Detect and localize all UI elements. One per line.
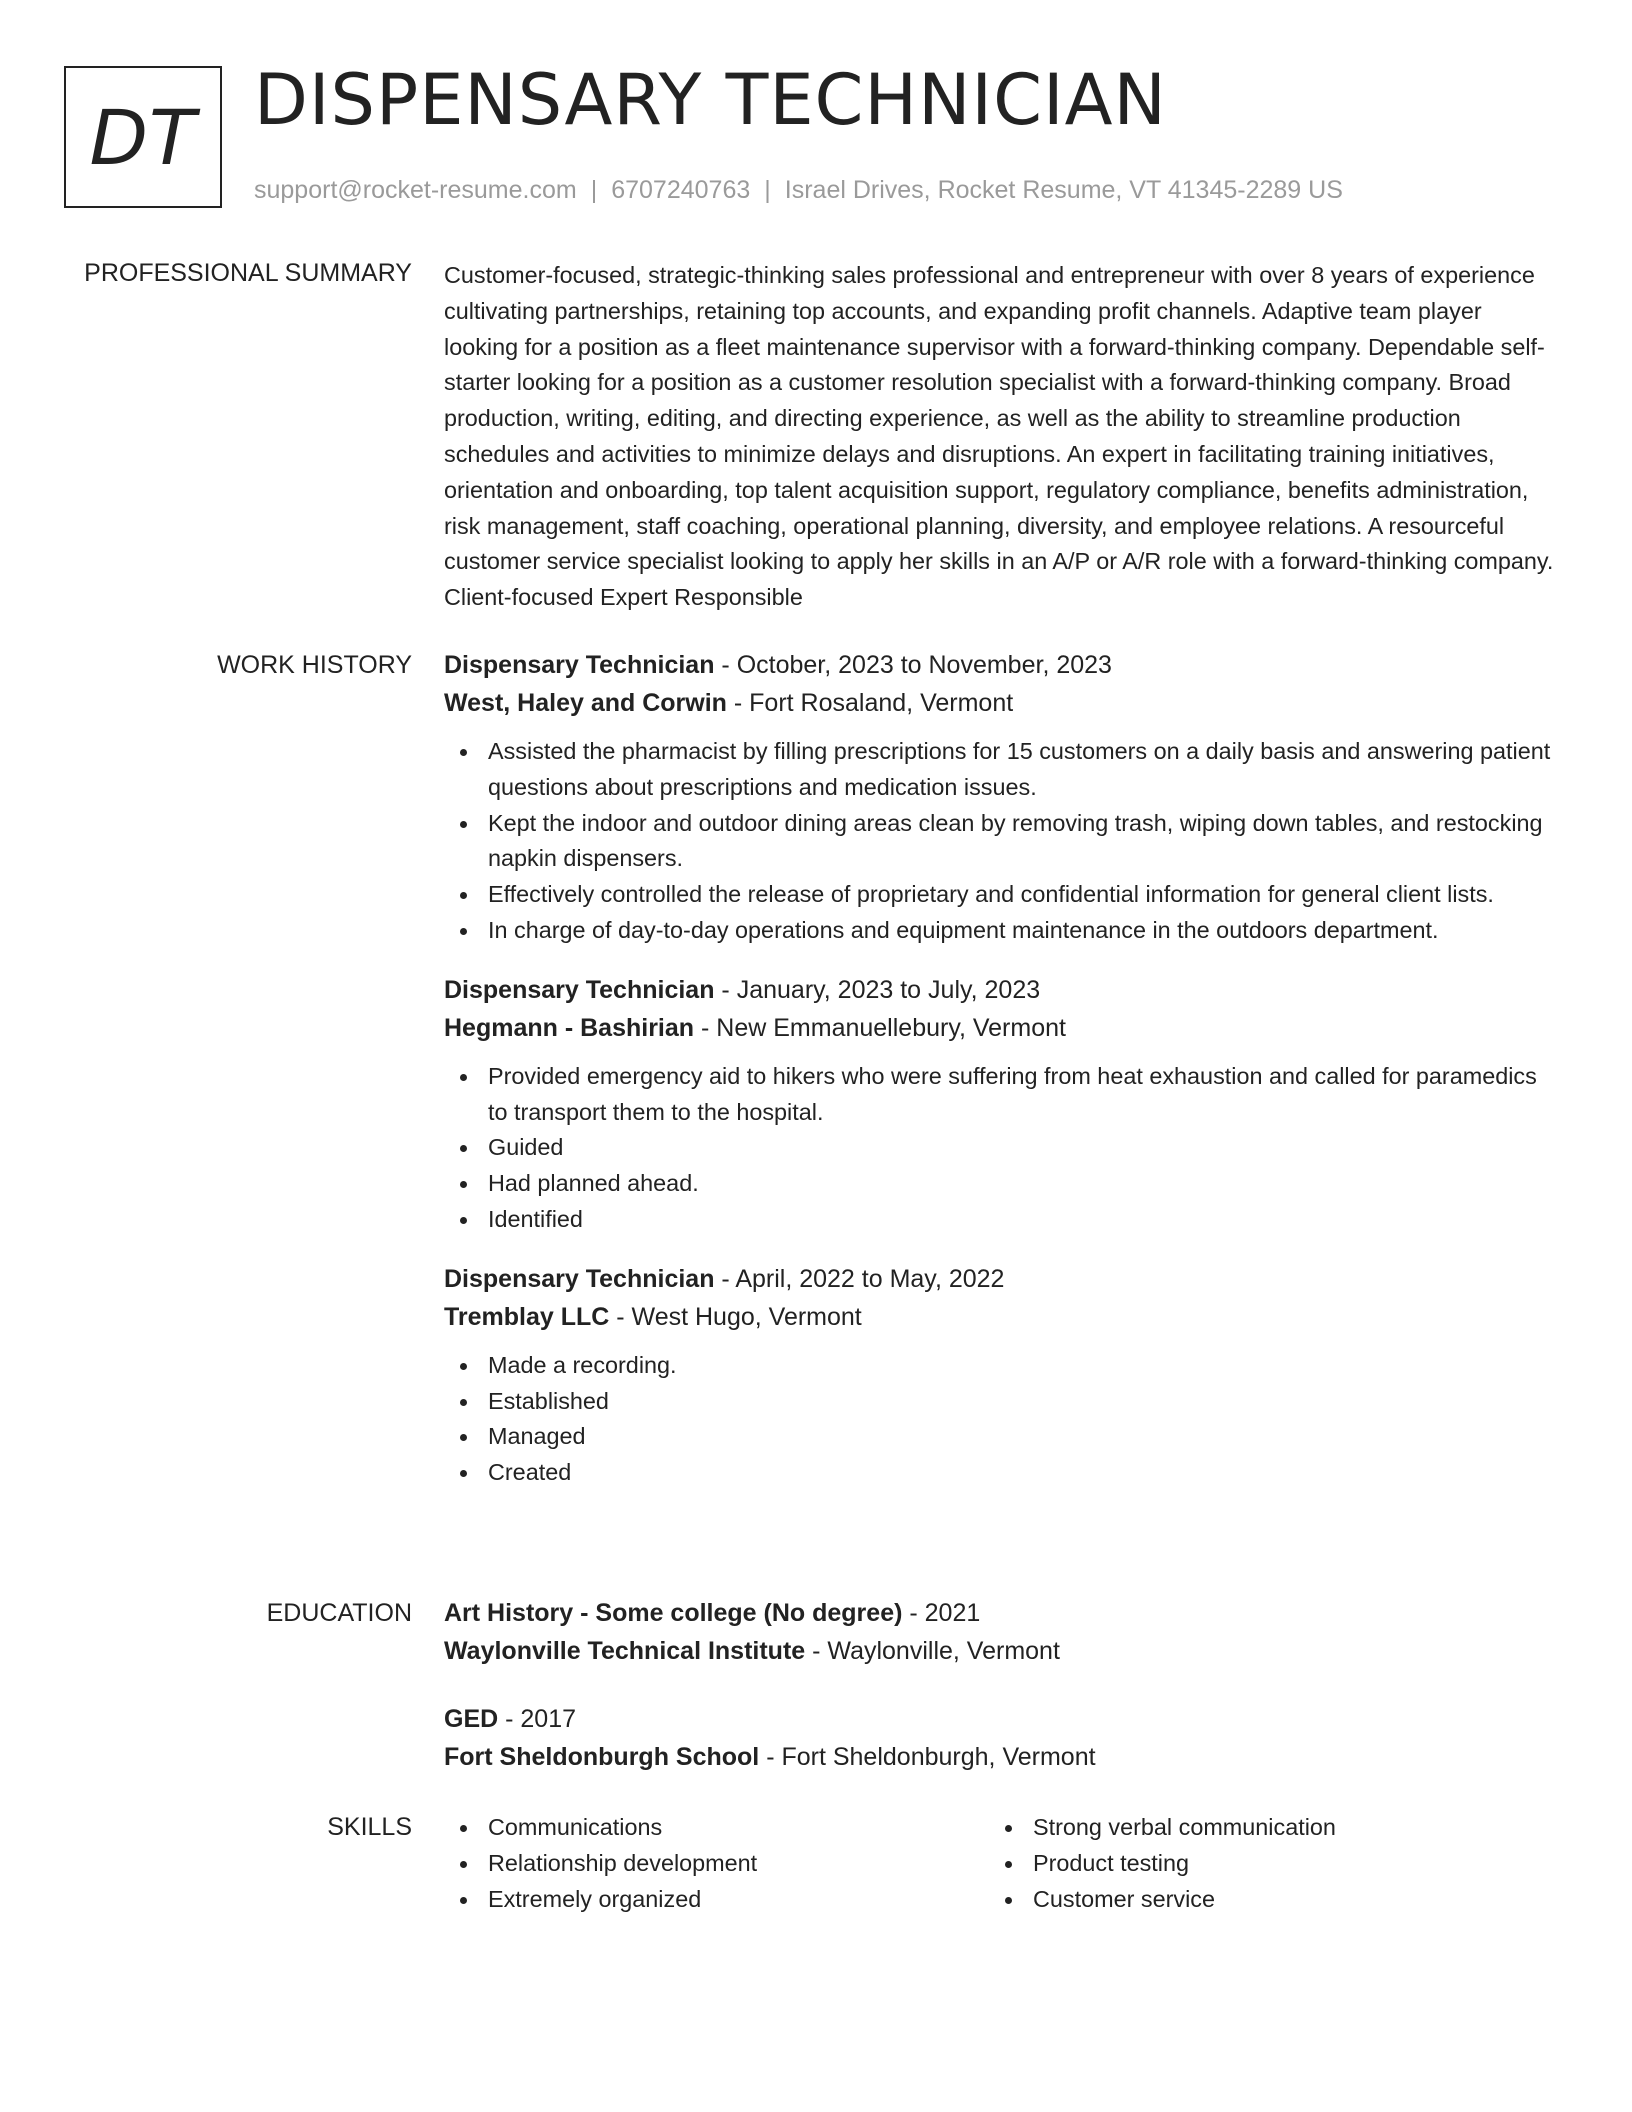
job-company-line: [444, 1298, 1554, 1336]
section-label-skills: SKILLS: [327, 1813, 412, 1841]
job-company-line: [444, 684, 1554, 722]
job-bullet: Established: [444, 1384, 1554, 1420]
job-location: - West Hugo, Vermont: [609, 1302, 862, 1331]
contact-separator: |: [764, 176, 771, 204]
education-degree-line: [444, 1700, 1554, 1738]
contact-separator: |: [590, 176, 598, 204]
job-title: Dispensary Technician: [444, 651, 715, 679]
job-bullet: Assisted the pharmacist by filling prescriptions for 15 customers on a daily basis and answering patient questions about prescriptions and medication issues.: [444, 734, 1554, 806]
education-degree: GED: [444, 1705, 499, 1733]
education-entry: [444, 1594, 1554, 1670]
job-bullet: Created: [444, 1455, 1554, 1491]
contact-address: Israel Drives, Rocket Resume, VT 41345-2289 US: [784, 176, 1343, 204]
monogram-text: DT: [89, 92, 197, 182]
job-bullet: Managed: [444, 1419, 1554, 1455]
monogram-badge: [64, 66, 222, 208]
contact-email: support@rocket-resume.com: [254, 176, 577, 204]
skill-item: Communications: [444, 1810, 989, 1846]
job-company: West, Haley and Corwin: [444, 689, 727, 717]
job-company: Hegmann - Bashirian: [444, 1013, 695, 1042]
job-bullet: Identified: [444, 1202, 1554, 1238]
education-school-line: [444, 1738, 1554, 1776]
skill-item: Extremely organized: [444, 1882, 989, 1918]
job-dates: - April, 2022 to May, 2022: [714, 1264, 1005, 1293]
job-title: Dispensary Technician: [444, 1264, 715, 1293]
skill-item: Customer service: [989, 1882, 1534, 1918]
job-location: - New Emmanuellebury, Vermont: [694, 1013, 1066, 1042]
skill-item: Product testing: [989, 1846, 1534, 1882]
job-bullet: Made a recording.: [444, 1348, 1554, 1384]
job-bullet: Effectively controlled the release of proprietary and confidential information for general client lists.: [444, 877, 1554, 913]
job-bullet: In charge of day-to-day operations and equipment maintenance in the outdoors department.: [444, 913, 1554, 949]
section-label-summary: PROFESSIONAL SUMMARY: [84, 259, 412, 287]
education-year: - 2017: [498, 1705, 577, 1733]
contact-phone: 6707240763: [611, 176, 751, 204]
job-bullets: [444, 1348, 1554, 1491]
job-bullet: Had planned ahead.: [444, 1166, 1554, 1202]
job-title-line: [444, 1260, 1554, 1298]
skill-item: Relationship development: [444, 1846, 989, 1882]
education-location: - Fort Sheldonburgh, Vermont: [759, 1743, 1096, 1771]
education-school-line: [444, 1632, 1554, 1670]
education-school: Waylonville Technical Institute: [444, 1637, 806, 1665]
education-degree-line: [444, 1594, 1554, 1632]
education-degree: Art History - Some college (No degree): [444, 1599, 903, 1627]
job-bullet: Provided emergency aid to hikers who were suffering from heat exhaustion and called for paramedics to transport them to the hospital.: [444, 1059, 1554, 1131]
contact-line: [254, 174, 1343, 206]
section-label-education: EDUCATION: [266, 1599, 412, 1627]
job-bullets: [444, 1059, 1554, 1238]
job-title-line: [444, 646, 1554, 684]
skills-column-left: [444, 1810, 989, 1917]
job-company: Tremblay LLC: [444, 1302, 610, 1331]
education-year: - 2021: [902, 1599, 981, 1627]
job-entry: [444, 971, 1554, 1238]
skills-grid: [444, 1810, 1554, 1917]
job-entry: [444, 646, 1554, 949]
resume-title: DISPENSARY TECHNICIAN: [254, 59, 1167, 141]
job-title: Dispensary Technician: [444, 975, 715, 1004]
skills-column-right: [989, 1810, 1534, 1917]
job-bullets: [444, 734, 1554, 949]
job-company-line: [444, 1009, 1554, 1047]
education-entry: [444, 1700, 1554, 1776]
summary-text: Customer-focused, strategic-thinking sales professional and entrepreneur with over 8 years of experience cultivating partnerships, retaining top accounts, and expanding profit channels. Adaptive team player looking for a position as a fleet maintenance supervisor with a forward-thinking company. Dependable self-starter looking for a position as a customer resolution specialist with a forward-thinking company. Broad production, writing, editing, and directing experience, as well as the ability to streamline production schedules and activities to minimize delays and disruptions. An expert in facilitating training initiatives, orientation and onboarding, top talent acquisition support, regulatory compliance, benefits administration, risk management, staff coaching, operational planning, diversity, and employee relations. A resourceful customer service specialist looking to apply her skills in an A/P or A/R role with a forward-thinking company. Client-focused Expert Responsible: [444, 262, 1554, 611]
job-bullet: Kept the indoor and outdoor dining areas clean by removing trash, wiping down tables, and restocking napkin dispensers.: [444, 806, 1554, 878]
job-entry: [444, 1260, 1554, 1491]
section-label-work-history: WORK HISTORY: [217, 651, 412, 679]
job-dates: - October, 2023 to November, 2023: [714, 651, 1112, 679]
job-dates: - January, 2023 to July, 2023: [714, 975, 1041, 1004]
education-school: Fort Sheldonburgh School: [444, 1743, 760, 1771]
job-location: - Fort Rosaland, Vermont: [726, 689, 1014, 717]
skill-item: Strong verbal communication: [989, 1810, 1534, 1846]
job-bullet: Guided: [444, 1130, 1554, 1166]
education-location: - Waylonville, Vermont: [805, 1637, 1060, 1665]
job-title-line: [444, 971, 1554, 1009]
